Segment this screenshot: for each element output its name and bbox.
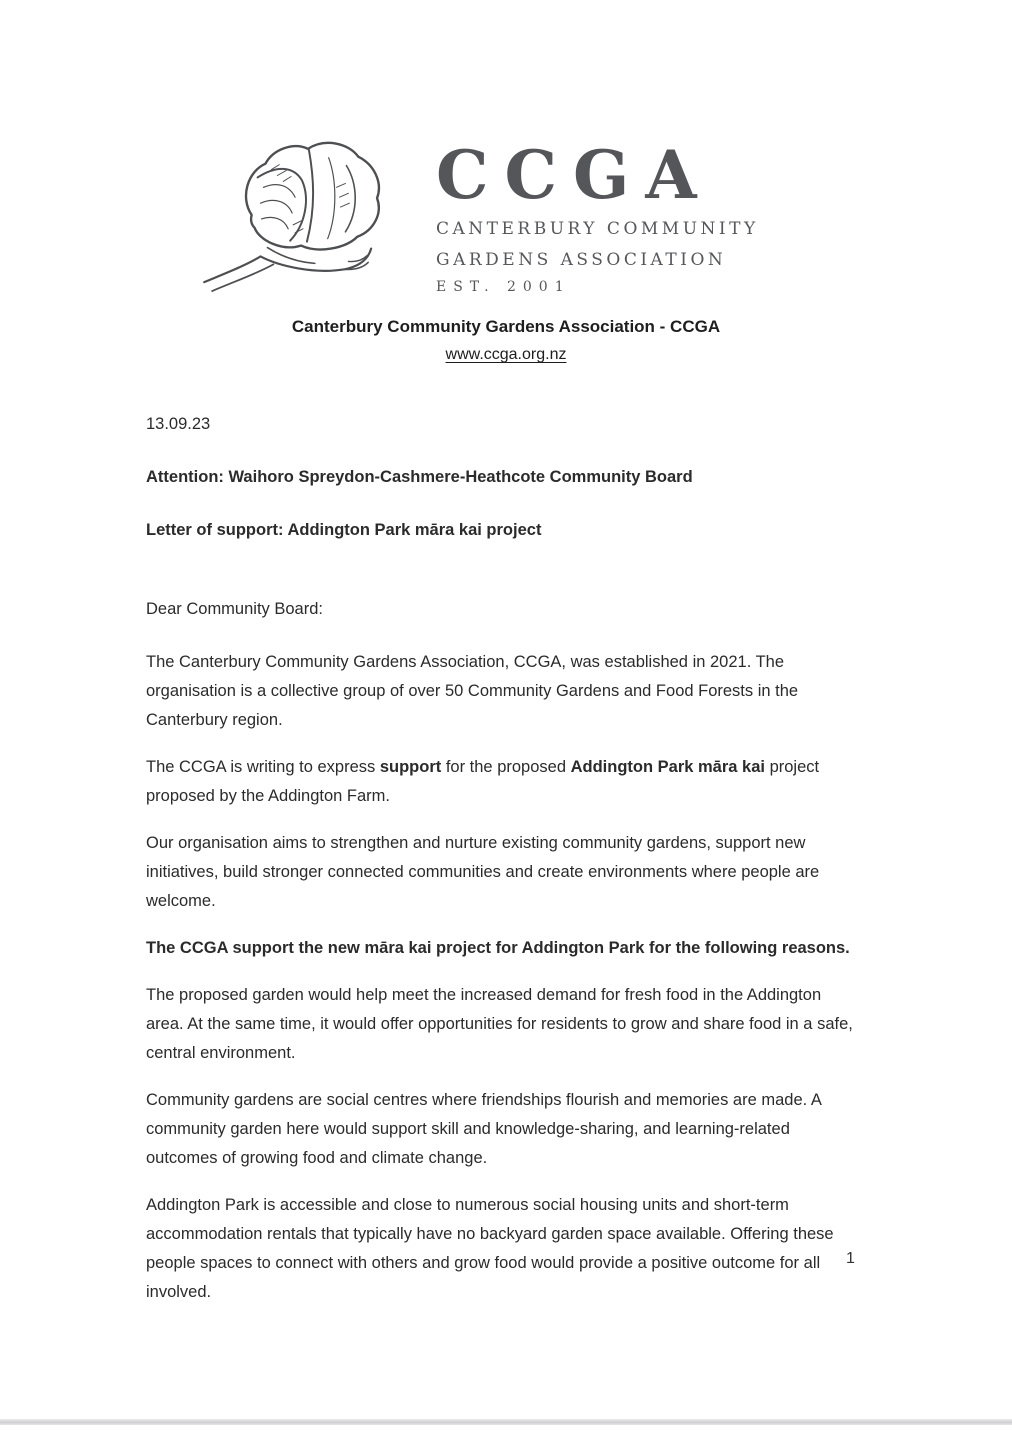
letter-paragraphs xyxy=(146,648,862,1307)
attention-line: Attention: Waihoro Spreydon-Cashmere-Heathcote Community Board xyxy=(146,468,693,486)
letter-paragraph: Addington Park is accessible and close to numerous social housing units and short-term accommodation rentals that typically have no backyard garden space available. Offering these people spaces to connect with others and grow food would provide a positive outcome for all involved. xyxy=(146,1196,834,1301)
website-link[interactable]: www.ccga.org.nz xyxy=(445,346,567,363)
scan-edge-artifact xyxy=(0,1419,1012,1425)
subject-line: Letter of support: Addington Park māra kai project xyxy=(146,521,542,539)
logo-name-line1: CANTERBURY COMMUNITY xyxy=(436,219,759,239)
cabbage-in-hand-icon xyxy=(196,136,408,294)
letter-paragraph: The Canterbury Community Gardens Association, CCGA, was established in 2021. The organisation is a collective group of over 50 Community Gardens and Food Forests in the Canterbury region. xyxy=(146,653,799,729)
letter-paragraph: The CCGA is writing to express support for the proposed Addington Park māra kai project proposed by the Addington Farm. xyxy=(146,758,820,805)
letter-paragraph: The CCGA support the new māra kai project for Addington Park for the following reasons. xyxy=(146,939,850,957)
logo-established-year: EST. 2001 xyxy=(436,279,571,295)
letter-paragraph: The proposed garden would help meet the increased demand for fresh food in the Addington area. At the same time, it would offer opportunities for residents to grow and share food in a safe, central environment. xyxy=(146,986,853,1062)
page-number: 1 xyxy=(846,1250,855,1267)
letter-paragraph: Our organisation aims to strengthen and nurture existing community gardens, support new initiatives, build stronger connected communities and create environments where people are welcome. xyxy=(146,834,820,910)
document-title: Canterbury Community Gardens Association - CCGA xyxy=(291,317,721,336)
salutation: Dear Community Board: xyxy=(146,600,323,618)
logo-acronym: CCGA xyxy=(436,136,713,214)
letter-date: 13.09.23 xyxy=(146,415,211,433)
logo-wordmark xyxy=(436,136,796,295)
logo-name-line2: GARDENS ASSOCIATION xyxy=(436,250,727,270)
website-link-row xyxy=(0,346,1012,364)
letter-paragraph: Community gardens are social centres where friendships flourish and memories are made. A community garden here would support skill and knowledge-sharing, and learning-related outcomes of growing food and climate change. xyxy=(146,1091,821,1167)
letter-body xyxy=(146,410,862,1325)
